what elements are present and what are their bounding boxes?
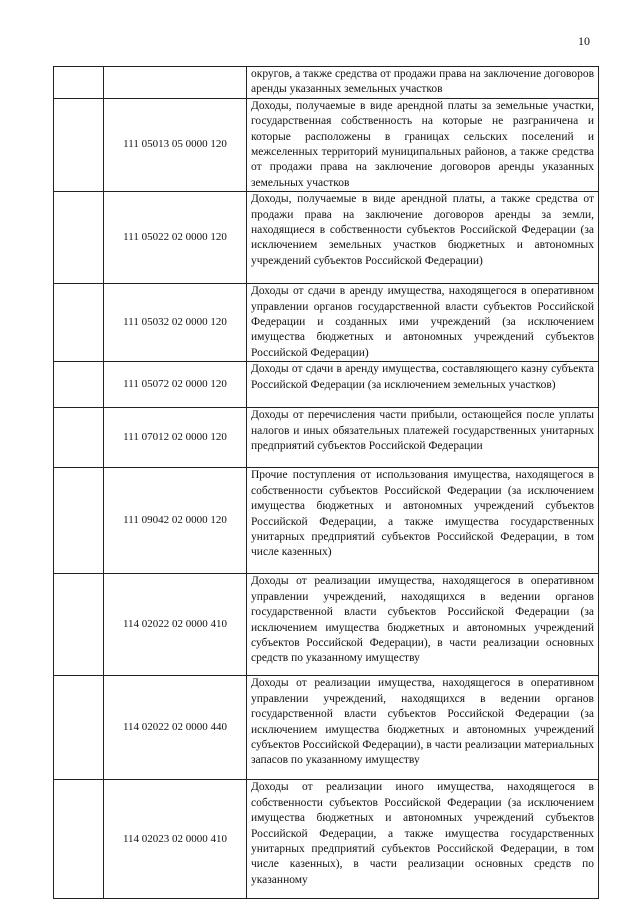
empty-cell (54, 362, 104, 408)
empty-cell (54, 98, 104, 191)
income-description-cell: Доходы, получаемые в виде арендной платы, а также средства от продажи права на заключение договоров аренды за земли, находящиеся в собственности субъектов Российской Федерации (за исключением земельных участков бюджетных и автономных учреждений субъектов Российской Федерации) (247, 192, 599, 284)
income-description-cell: округов, а также средства от продажи права на заключение договоров аренды указанных земельных участков (247, 67, 599, 99)
empty-cell (54, 574, 104, 676)
table-row (54, 362, 599, 408)
income-description-cell: Доходы от перечисления части прибыли, остающейся после уплаты налогов и иных обязательных платежей государственных унитарных предприятий субъектов Российской Федерации (247, 408, 599, 468)
table-row (54, 676, 599, 780)
empty-cell (54, 780, 104, 899)
budget-code-cell: 114 02023 02 0000 410 (104, 780, 247, 899)
page-number: 10 (578, 34, 590, 48)
table-row (54, 98, 599, 191)
empty-cell (54, 67, 104, 99)
table-row (54, 780, 599, 899)
income-description-cell: Доходы от реализации имущества, находящегося в оперативном управлении учреждений, находящихся в ведении органов государственной власти субъектов Российской Федерации (за исключением имущества бюджетных и автономных учреждений субъектов Российской Федерации), в части реализации основных средств по указанному имуществу (247, 574, 599, 676)
budget-code-cell: 111 05032 02 0000 120 (104, 284, 247, 362)
income-description-cell: Доходы, получаемые в виде арендной платы за земельные участки, государственная собственность на которые не разграничена и которые расположены в границах сельских поселений и межселенных территорий муниципальных районов, а также средства от продажи права на заключение договоров аренды указанных земельных участков (247, 98, 599, 191)
budget-code-cell: 114 02022 02 0000 410 (104, 574, 247, 676)
budget-code-cell: 111 05013 05 0000 120 (104, 98, 247, 191)
empty-cell (54, 468, 104, 574)
empty-cell (54, 192, 104, 284)
budget-code-cell: 111 09042 02 0000 120 (104, 468, 247, 574)
budget-code-cell (104, 67, 247, 99)
income-description-cell: Прочие поступления от использования имущества, находящегося в собственности субъектов Российской Федерации (за исключением имущества бюджетных и автономных учреждений субъектов Российской Федерации, а также имущества государственных унитарных предприятий субъектов Российской Федерации, в том числе казенных) (247, 468, 599, 574)
table-row (54, 67, 599, 99)
empty-cell (54, 284, 104, 362)
income-description-cell: Доходы от реализации имущества, находящегося в оперативном управлении учреждений, находящихся в ведении органов государственной власти субъектов Российской Федерации (за исключением имущества бюджетных и автономных учреждений субъектов Российской Федерации), в части реализации материальных запасов по указанному имуществу (247, 676, 599, 780)
table-row (54, 408, 599, 468)
budget-code-cell: 111 05072 02 0000 120 (104, 362, 247, 408)
income-description-cell: Доходы от сдачи в аренду имущества, составляющего казну субъекта Российской Федерации (за исключением земельных участков) (247, 362, 599, 408)
table-row (54, 192, 599, 284)
budget-code-cell: 111 05022 02 0000 120 (104, 192, 247, 284)
empty-cell (54, 676, 104, 780)
budget-code-cell: 114 02022 02 0000 440 (104, 676, 247, 780)
table-row (54, 468, 599, 574)
budget-code-cell: 111 07012 02 0000 120 (104, 408, 247, 468)
income-description-cell: Доходы от сдачи в аренду имущества, находящегося в оперативном управлении органов государственной власти субъектов Российской Федерации и созданных ими учреждений (за исключением имущества бюджетных и автономных учреждений субъектов Российской Федерации) (247, 284, 599, 362)
table-row (54, 284, 599, 362)
income-description-cell: Доходы от реализации иного имущества, находящегося в собственности субъектов Российской Федерации (за исключением имущества бюджетных и автономных учреждений субъектов Российской Федерации, а также имущества государственных унитарных предприятий субъектов Российской Федерации, в том числе казенных), в части реализации основных средств по указанному (247, 780, 599, 899)
empty-cell (54, 408, 104, 468)
table-row (54, 574, 599, 676)
revenue-codes-table (53, 66, 599, 899)
